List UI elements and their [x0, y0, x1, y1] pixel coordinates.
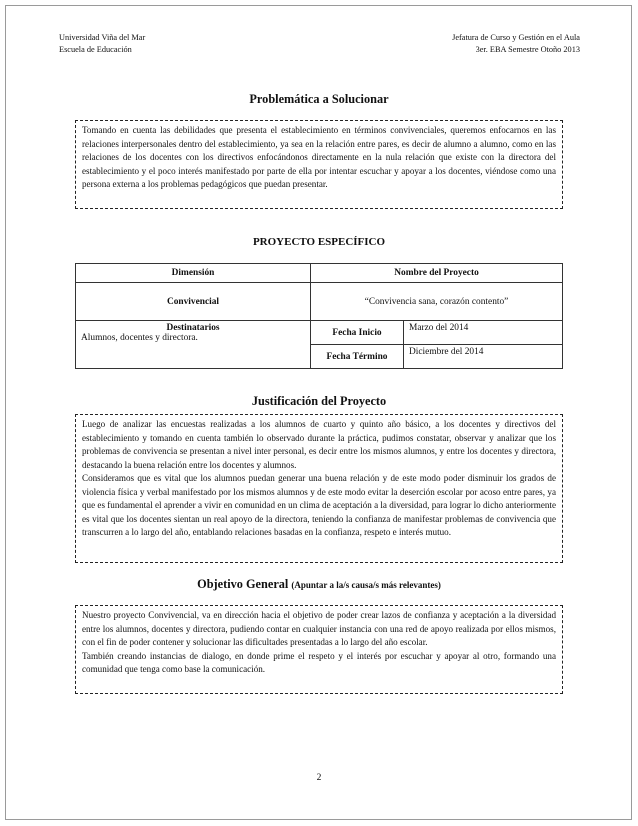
dimension-header: Dimensión: [76, 264, 311, 283]
project-table: [75, 263, 563, 369]
dimension-value: Convivencial: [76, 283, 311, 321]
nombre-value: “Convivencia sana, corazón contento”: [311, 283, 563, 321]
proyecto-title: PROYECTO ESPECÍFICO: [252, 236, 386, 248]
justificacion-paragraph-1: Luego de analizar las encuestas realizadas a los alumnos de cuarto y quinto año básico, a los docentes y directivos del establecimiento y tomando en cuenta también lo observado durante la práctica, pudimos constatar, observar y analizar que los problemas de convivencia se presentan a nivel inter personal, es decir entre los mismos alumnos, y entre los docentes y directora, destacando la buena relación entre los docentes y alumnos.: [82, 419, 556, 470]
header-university: Universidad Viña del Mar: [59, 33, 146, 42]
fecha-inicio-label: Fecha Inicio: [311, 321, 404, 345]
nombre-header: Nombre del Proyecto: [311, 264, 563, 283]
justificacion-box: [75, 414, 563, 563]
destinatarios-value: Alumnos, docentes y directora.: [81, 333, 198, 343]
header-semester: 3er. EBA Semestre Otoño 2013: [475, 45, 580, 54]
problematica-title: Problemática a Solucionar: [249, 92, 389, 106]
destinatarios-cell: [76, 321, 311, 369]
problematica-text: Tomando en cuenta las debilidades que presenta el establecimiento en términos convivenciales, queremos enfocarnos en las relaciones interpersonales dentro del establecimiento, ya sea en la relación entre pares, es decir de alumno a alumno, como en las relaciones de los docentes con los directivos enfocándonos directamente en la nula relación que existe con la directora del establecimiento y el poco interés manifestado por parte de ella por intentar escuchar y apoyar a los docentes, viéndose como una persona externa a los problemas pedagógicos que puedan presentar.: [82, 125, 556, 189]
header-school: Escuela de Educación: [59, 45, 132, 54]
fecha-termino-value: Diciembre del 2014: [404, 345, 563, 369]
fecha-inicio-value: Marzo del 2014: [404, 321, 563, 345]
justificacion-title: Justificación del Proyecto: [251, 394, 387, 408]
page-number: 2: [316, 773, 322, 783]
header-course: Jefatura de Curso y Gestión en el Aula: [452, 33, 580, 42]
objetivo-heading: [0, 577, 638, 592]
objetivo-title: Objetivo General: [197, 577, 289, 591]
fecha-termino-label: Fecha Término: [311, 345, 404, 369]
header-left: [59, 32, 145, 56]
objetivo-subtitle: (Apuntar a la/s causa/s más relevantes): [291, 580, 441, 590]
justificacion-paragraph-2: Consideramos que es vital que los alumnos puedan generar una buena relación y de este modo poder disminuir los grados de violencia física y verbal manifestado por los mismos alumnos y de este modo evitar la deserción escolar por acoso entre pares, ya que es fundamental el aprender a vivir en comunidad en un clima de aceptación a la diversidad, para lograr lo dicho anteriormente es vital que los docentes sientan un real apoyo de la directora, teniendo la confianza de manifestar problemas de convivencia que transcurren a lo largo del año, entablando relaciones basadas en la confianza, respeto e interés mutuo.: [82, 473, 556, 537]
objetivo-paragraph-1: Nuestro proyecto Convivencial, va en dirección hacia el objetivo de poder crear lazos de confianza y aceptación a la diversidad entre los alumnos, docentes y directora, pudiendo contar en cualquier instancia con una red de apoyo realizada por ellos mismos, con el fin de poder contener y solucionar las dificultades presentadas a lo largo del año escolar.: [82, 610, 556, 647]
header-right: [452, 32, 580, 56]
objetivo-paragraph-2: También creando instancias de dialogo, en donde prime el respeto y el interés por escuchar y apoyar al otro, formando una comunidad que tenga como base la comunicación.: [82, 650, 556, 674]
destinatarios-label: Destinatarios: [166, 323, 220, 333]
problematica-box: [75, 120, 563, 209]
objetivo-box: [75, 605, 563, 694]
